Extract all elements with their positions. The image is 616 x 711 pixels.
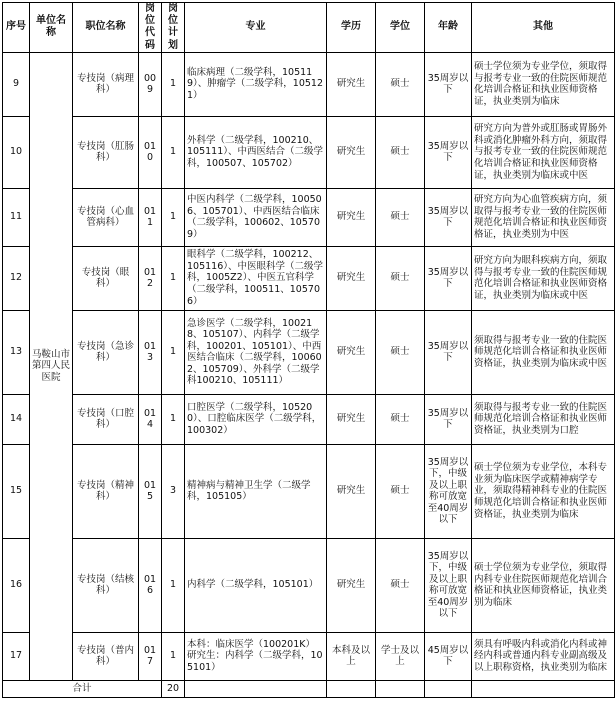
table-row (3, 246, 615, 310)
cell-major: 临床病理（二级学科，105119）、肿瘤学（二级学科，105121） (185, 52, 327, 116)
cell-degree: 硕士 (376, 246, 425, 310)
header-seq: 序号 (3, 3, 30, 53)
header-post-code: 岗位代码 (139, 3, 162, 53)
cell-post: 专技岗（肛肠科） (73, 116, 139, 188)
cell-other: 硕士学位须为专业学位，须取得内科专业住院医师规范化培训合格证和执业医师资格证，执业类别为临床 (472, 538, 615, 632)
cell-education: 研究生 (327, 188, 376, 246)
cell-major: 口腔医学（二级学科，105200）、口腔临床医学（二级学科，100302） (185, 394, 327, 444)
header-post-name: 职位名称 (73, 3, 139, 53)
table-row (3, 394, 615, 444)
cell-age: 35周岁以下 (425, 188, 472, 246)
cell-plan: 1 (162, 394, 185, 444)
total-empty-cell (472, 680, 615, 697)
cell-code: 009 (139, 52, 162, 116)
header-major: 专业 (185, 3, 327, 53)
cell-code: 017 (139, 632, 162, 680)
cell-plan: 1 (162, 188, 185, 246)
cell-code: 012 (139, 246, 162, 310)
cell-degree: 硕士 (376, 538, 425, 632)
total-empty-cell (425, 680, 472, 697)
cell-education: 研究生 (327, 444, 376, 538)
cell-degree: 硕士 (376, 116, 425, 188)
cell-other: 硕士学位须为专业学位，须取得与报考专业一致的住院医师规范化培训合格证和执业医师资格证，执业类别为临床 (472, 52, 615, 116)
cell-other: 须具有呼吸内科或消化内科或神经内科或普通内科专业副高级及以上职称资格，执业类别为临床 (472, 632, 615, 680)
cell-other: 研究方向为眼科疾病方向，须取得与报考专业一致的住院医师规范化培训合格证和执业医师资格证，执业类别为临床或中医 (472, 246, 615, 310)
cell-other: 硕士学位须为专业学位，本科专业须为临床医学或精神病学专业，须取得精神科专业的住院医师规范化培训合格证和执业医师资格证，执业类别为临床 (472, 444, 615, 538)
table-row (3, 116, 615, 188)
cell-other: 研究方向为心血管疾病方向，须取得与报考专业一致的住院医师规范化培训合格证和执业医师资格证，执业类别为中医 (472, 188, 615, 246)
cell-post: 专技岗（急诊科） (73, 310, 139, 394)
cell-code: 010 (139, 116, 162, 188)
header-degree: 学位 (376, 3, 425, 53)
cell-plan: 3 (162, 444, 185, 538)
cell-code: 013 (139, 310, 162, 394)
cell-seq: 17 (3, 632, 30, 680)
cell-unit-name: 马鞍山市第四人民医院 (30, 52, 73, 680)
total-row (3, 680, 615, 697)
cell-seq: 14 (3, 394, 30, 444)
cell-plan: 1 (162, 538, 185, 632)
cell-post: 专技岗（结核科） (73, 538, 139, 632)
cell-seq: 16 (3, 538, 30, 632)
header-other: 其他 (472, 3, 615, 53)
header-unit: 单位名称 (30, 3, 73, 53)
cell-age: 45周岁以下 (425, 632, 472, 680)
header-post-plan: 岗位计划 (162, 3, 185, 53)
cell-degree: 硕士 (376, 310, 425, 394)
cell-plan: 1 (162, 632, 185, 680)
cell-post: 专技岗（眼科） (73, 246, 139, 310)
total-empty-cell (185, 680, 327, 697)
cell-code: 015 (139, 444, 162, 538)
cell-code: 014 (139, 394, 162, 444)
table-row (3, 188, 615, 246)
cell-major: 眼科学（二级学科，100212、105116）、中医眼科学（二级学科，1005Z2）、中医五官科学（二级学科，100511、105706） (185, 246, 327, 310)
cell-plan: 1 (162, 52, 185, 116)
table-row (3, 52, 615, 116)
cell-other: 须取得与报考专业一致的住院医师规范化培训合格证和执业医师资格证，执业类别为口腔 (472, 394, 615, 444)
header-education: 学历 (327, 3, 376, 53)
cell-age: 35周岁以下 (425, 116, 472, 188)
cell-seq: 12 (3, 246, 30, 310)
cell-seq: 11 (3, 188, 30, 246)
cell-education: 研究生 (327, 52, 376, 116)
cell-age: 35周岁以下 (425, 52, 472, 116)
cell-code: 016 (139, 538, 162, 632)
header-age: 年龄 (425, 3, 472, 53)
cell-seq: 13 (3, 310, 30, 394)
table-row (3, 310, 615, 394)
cell-education: 研究生 (327, 394, 376, 444)
cell-education: 研究生 (327, 246, 376, 310)
cell-age: 35周岁以下 (425, 310, 472, 394)
cell-major: 外科学（二级学科，100210、105111）、中西医结合（二级学科，100507、105702） (185, 116, 327, 188)
cell-other: 研究方向为普外或肛肠或胃肠外科或消化肿瘤外科方向，须取得与报考专业一致的住院医师规范化培训合格证和执业医师资格证，执业类别为临床或中医 (472, 116, 615, 188)
cell-other: 须取得与报考专业一致的住院医师规范化培训合格证和执业医师资格证，执业类别为临床或中医 (472, 310, 615, 394)
cell-post: 专技岗（精神科） (73, 444, 139, 538)
total-label: 合计 (3, 680, 162, 697)
cell-post: 专技岗（普内科） (73, 632, 139, 680)
table-row (3, 632, 615, 680)
table-row (3, 444, 615, 538)
cell-post: 专技岗（心血管病科） (73, 188, 139, 246)
table-row (3, 538, 615, 632)
cell-seq: 15 (3, 444, 30, 538)
cell-post: 专技岗（病理科） (73, 52, 139, 116)
cell-age: 35周岁以下，中级及以上职称可放宽至40周岁以下 (425, 444, 472, 538)
cell-plan: 1 (162, 246, 185, 310)
cell-major: 本科：临床医学（100201K）研究生：内科学（二级学科，105101） (185, 632, 327, 680)
cell-major: 精神病与精神卫生学（二级学科，105105） (185, 444, 327, 538)
cell-degree: 硕士 (376, 52, 425, 116)
cell-degree: 学士及以上 (376, 632, 425, 680)
cell-education: 研究生 (327, 310, 376, 394)
cell-degree: 硕士 (376, 394, 425, 444)
total-value: 20 (162, 680, 185, 697)
cell-plan: 1 (162, 116, 185, 188)
cell-post: 专技岗（口腔科） (73, 394, 139, 444)
cell-education: 研究生 (327, 116, 376, 188)
total-empty-cell (327, 680, 376, 697)
cell-major: 急诊医学（二级学科，100218、105107）、内科学（二级学科，100201、105101）、中西医结合临床（二级学科，100602、105709）、外科学（二级学科100210、105111） (185, 310, 327, 394)
cell-degree: 硕士 (376, 188, 425, 246)
recruitment-table (2, 2, 615, 698)
cell-age: 35周岁以下 (425, 394, 472, 444)
cell-plan: 1 (162, 310, 185, 394)
cell-major: 中医内科学（二级学科，100506、105701）、中西医结合临床（二级学科，100602、105709） (185, 188, 327, 246)
cell-age: 35周岁以下 (425, 246, 472, 310)
cell-education: 研究生 (327, 538, 376, 632)
cell-degree: 硕士 (376, 444, 425, 538)
header-row (3, 3, 615, 53)
cell-age: 35周岁以下，中级及以上职称可放宽至40周岁以下 (425, 538, 472, 632)
cell-seq: 10 (3, 116, 30, 188)
total-empty-cell (376, 680, 425, 697)
cell-major: 内科学（二级学科，105101） (185, 538, 327, 632)
cell-education: 本科及以上 (327, 632, 376, 680)
cell-seq: 9 (3, 52, 30, 116)
cell-code: 011 (139, 188, 162, 246)
